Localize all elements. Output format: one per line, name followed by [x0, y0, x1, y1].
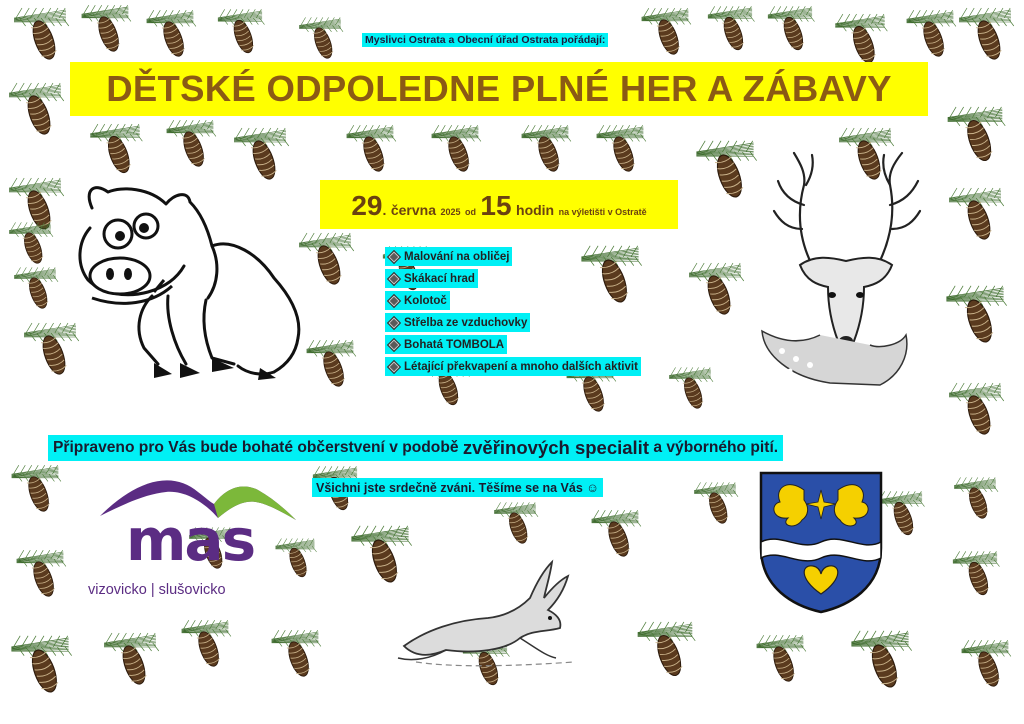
pine-cone-icon — [494, 502, 538, 545]
pine-cone-icon — [768, 6, 815, 52]
mas-logo — [86, 468, 308, 608]
pine-cone-icon — [12, 465, 61, 513]
list-item: Skákací hrad — [385, 269, 478, 288]
mas-wordmark: mas — [126, 506, 255, 574]
refreshment-note: Připraveno pro Vás bude bohaté občerstvení v podobě zvěřinových specialit a výborného pití. — [48, 435, 783, 461]
date-place: na výletišti v Ostratě — [558, 207, 647, 217]
deer-illustration — [760, 145, 935, 395]
list-item: Létající překvapení a mnoho dalších aktivit — [385, 357, 641, 376]
diamond-bullet-icon — [387, 359, 401, 373]
village-crest — [758, 470, 884, 615]
pine-cone-icon — [11, 636, 71, 695]
diamond-bullet-icon — [387, 293, 401, 307]
pine-cone-icon — [14, 8, 69, 62]
list-item: Malování na obličej — [385, 247, 512, 266]
diamond-bullet-icon — [387, 315, 401, 329]
pine-cone-icon — [299, 17, 343, 60]
list-item: Střelba ze vzduchovky — [385, 313, 530, 332]
mas-subtitle: vizovicko | slušovicko — [88, 582, 226, 598]
list-item: Bohatá TOMBOLA — [385, 335, 507, 354]
pine-cone-icon — [757, 635, 806, 683]
pine-cone-icon — [959, 8, 1014, 62]
date-hour-word: hodin — [516, 202, 555, 218]
pine-cone-icon — [522, 125, 571, 173]
pine-cone-icon — [9, 83, 64, 137]
welcome-line: Všichni jste srdečně zváni. Těšíme se na Vás ☺ — [312, 478, 603, 497]
pine-cone-icon — [17, 550, 66, 598]
hare-illustration — [396, 558, 578, 670]
pine-cone-icon — [82, 5, 131, 53]
pine-cone-icon — [597, 125, 646, 173]
diamond-bullet-icon — [387, 337, 401, 351]
date-day: 29 — [351, 190, 383, 221]
pine-cone-icon — [954, 477, 998, 520]
pine-cone-icon — [167, 120, 216, 168]
pine-cone-icon — [907, 10, 956, 58]
pine-cone-icon — [272, 630, 321, 678]
pine-cone-icon — [182, 620, 231, 668]
pine-cone-icon — [694, 482, 738, 525]
date-dot: . — [382, 202, 387, 218]
pine-cone-icon — [14, 267, 58, 310]
pine-cone-icon — [347, 125, 396, 173]
pine-cone-icon — [638, 622, 696, 679]
pine-cone-icon — [689, 263, 744, 317]
date-hour: 15 — [480, 190, 512, 221]
diamond-bullet-icon — [387, 271, 401, 285]
pine-cone-icon — [696, 141, 756, 200]
pine-cone-icon — [642, 8, 691, 56]
pine-cone-icon — [851, 631, 911, 690]
pine-cone-icon — [708, 6, 755, 52]
pine-cone-icon — [962, 640, 1011, 688]
pine-cone-icon — [946, 286, 1006, 345]
pine-cone-icon — [949, 188, 1004, 242]
date-from: od — [464, 207, 476, 217]
pine-cone-icon — [948, 107, 1006, 164]
game-specialties: zvěřinových specialit — [462, 437, 649, 458]
event-date — [320, 180, 678, 229]
pine-cone-icon — [104, 633, 159, 687]
pine-cone-icon — [9, 222, 53, 265]
activity-list — [385, 247, 641, 379]
pine-cone-icon — [835, 14, 887, 65]
list-item: Kolotoč — [385, 291, 450, 310]
boar-illustration — [62, 168, 310, 406]
diamond-bullet-icon — [387, 249, 401, 263]
pine-cone-icon — [949, 383, 1004, 437]
pine-cone-icon — [669, 367, 713, 410]
pine-cone-icon — [9, 178, 64, 232]
pine-cone-icon — [147, 10, 196, 58]
event-title: DĚTSKÉ ODPOLEDNE PLNÉ HER A ZÁBAVY — [70, 62, 928, 116]
date-year: 2025 — [440, 207, 461, 217]
date-month: června — [390, 202, 437, 218]
organizers-line: Myslivci Ostrata a Obecní úřad Ostrata pořádají: — [362, 33, 608, 47]
pine-cone-icon — [432, 125, 481, 173]
pine-cone-icon — [307, 340, 356, 388]
pine-cone-icon — [953, 551, 1000, 597]
pine-cone-icon — [218, 9, 265, 55]
pine-cone-icon — [592, 510, 641, 558]
pine-cone-icon — [878, 491, 925, 537]
